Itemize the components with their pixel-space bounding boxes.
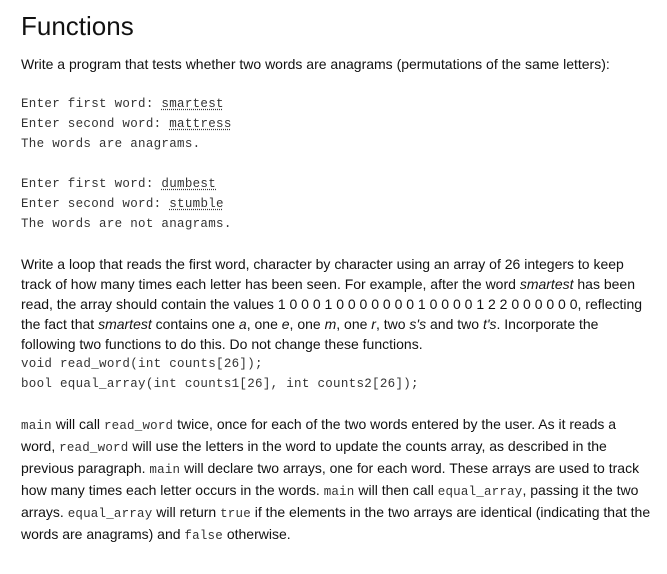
emphasis: s's (409, 316, 427, 332)
function-prototype-read-word: void read_word(int counts[26]); (21, 357, 263, 371)
text-run: , one (246, 316, 282, 332)
text-run: will return (152, 504, 221, 520)
function-prototypes (21, 354, 419, 394)
text-run: if the elements in the two arrays are identical (indicating that the words are anagrams) and (21, 504, 651, 542)
text-run: will declare two arrays, one for each word. These arrays are used to track how many times each letter occurs in the words. (21, 460, 640, 498)
emphasis: smartest (519, 276, 574, 292)
user-input: dumbest (161, 177, 217, 191)
example-line (21, 94, 232, 114)
function-prototype-equal-array: bool equal_array(int counts1[26], int counts2[26]); (21, 377, 419, 391)
text-run: has been read, the array should contain the values 1 0 0 0 1 0 0 0 0 0 0 0 1 0 0 0 0 1 2 2 0 0 0 0 0 0, reflecting the fact that (21, 276, 643, 332)
prompt-text: Enter first word: (21, 177, 162, 191)
example-output-2 (21, 174, 232, 234)
user-input: mattress (169, 117, 232, 131)
emphasis: e (281, 316, 290, 332)
code-span: equal_array (67, 507, 153, 521)
text-run: , passing it the two arrays. (21, 482, 639, 520)
example-output-1 (21, 94, 232, 154)
code-span: read_word (103, 419, 174, 433)
example-line (21, 114, 232, 134)
code-span: main (149, 463, 181, 477)
prompt-text: Enter second word: (21, 117, 170, 131)
user-input: stumble (169, 197, 224, 211)
example-line (21, 194, 232, 214)
text-run: will use the letters in the word to update the counts array, as described in the previous paragraph. (21, 438, 607, 476)
text-run: will call (51, 416, 104, 432)
text-run: and two (426, 316, 483, 332)
text-run: Write a loop that reads the first word, character by character using an array of 26 integers to keep track of how many times each letter has been seen. For example, after the word (21, 256, 624, 292)
prompt-text: Enter second word: (21, 197, 170, 211)
text-run: . Incorporate the following two functions to do this. Do not change these functions. (21, 316, 599, 352)
text-run: , one (289, 316, 325, 332)
code-span: equal_array (437, 485, 523, 499)
emphasis: m (324, 316, 337, 332)
example-result: The words are not anagrams. (21, 217, 232, 231)
emphasis: a (238, 316, 247, 332)
example-result: The words are anagrams. (21, 137, 201, 151)
text-run: otherwise. (222, 526, 291, 542)
code-span: main (323, 485, 355, 499)
code-span: false (184, 529, 223, 543)
emphasis: smartest (98, 316, 152, 332)
description-paragraph (21, 254, 651, 354)
text-run: , one (336, 316, 372, 332)
user-input: smartest (161, 97, 224, 111)
emphasis: t's (482, 316, 497, 332)
code-span: main (21, 419, 52, 433)
code-span: read_word (59, 441, 129, 455)
text-run: contains one (151, 316, 239, 332)
example-line (21, 174, 232, 194)
text-run: will then call (354, 482, 438, 498)
code-span: true (220, 507, 251, 521)
text-run: , two (375, 316, 410, 332)
prompt-text: Enter first word: (21, 97, 162, 111)
text-run: twice, once for each of the two words entered by the user. As it reads a word, (21, 416, 617, 454)
main-description-paragraph (21, 414, 651, 546)
page-title: Functions (21, 11, 134, 41)
intro-paragraph: Write a program that tests whether two words are anagrams (permutations of the same letters): (21, 56, 610, 72)
emphasis: r (371, 316, 376, 332)
